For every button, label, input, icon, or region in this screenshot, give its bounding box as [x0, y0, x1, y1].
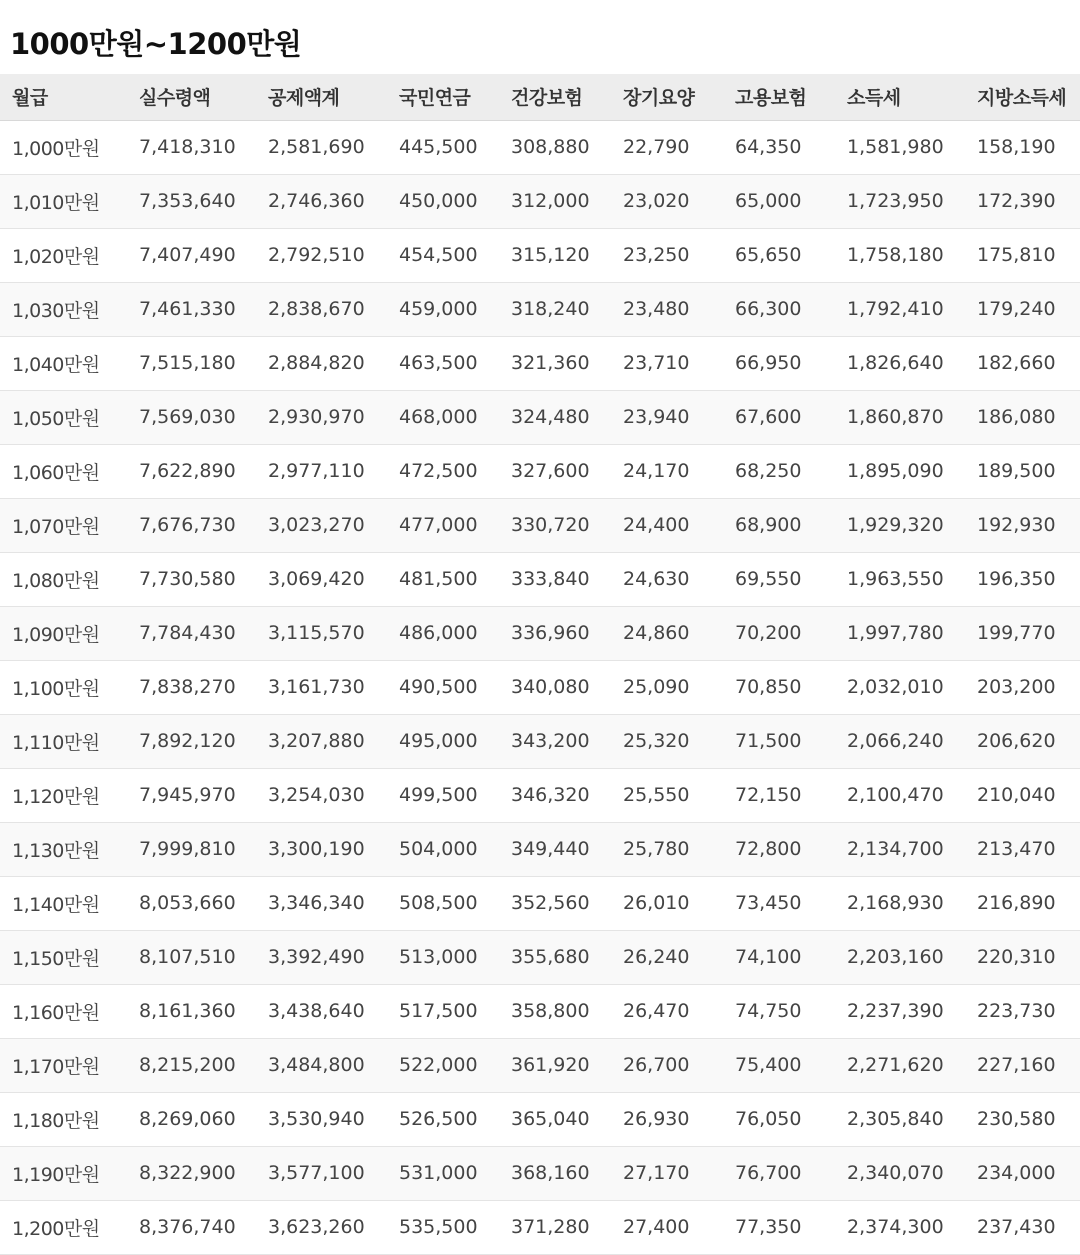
cell-income-tax: 2,237,390 — [835, 984, 965, 1038]
cell-net-pay: 8,215,200 — [127, 1038, 256, 1092]
cell-national-pension: 450,000 — [387, 174, 499, 228]
table-row — [0, 120, 1080, 174]
cell-health-insurance: 352,560 — [499, 876, 611, 930]
cell-income-tax: 2,168,930 — [835, 876, 965, 930]
cell-monthly-salary: 1,110만원 — [0, 714, 127, 768]
table-row — [0, 660, 1080, 714]
table-row — [0, 768, 1080, 822]
cell-health-insurance: 340,080 — [499, 660, 611, 714]
table-row — [0, 1038, 1080, 1092]
cell-long-term-care: 23,940 — [611, 390, 723, 444]
cell-local-income-tax: 196,350 — [965, 552, 1080, 606]
cell-income-tax: 2,340,070 — [835, 1146, 965, 1200]
table-row — [0, 228, 1080, 282]
cell-local-income-tax: 158,190 — [965, 120, 1080, 174]
cell-employment-insurance: 66,950 — [723, 336, 835, 390]
cell-long-term-care: 25,090 — [611, 660, 723, 714]
cell-net-pay: 8,161,360 — [127, 984, 256, 1038]
cell-monthly-salary: 1,170만원 — [0, 1038, 127, 1092]
cell-long-term-care: 25,550 — [611, 768, 723, 822]
cell-national-pension: 513,000 — [387, 930, 499, 984]
cell-local-income-tax: 223,730 — [965, 984, 1080, 1038]
cell-long-term-care: 26,470 — [611, 984, 723, 1038]
cell-employment-insurance: 68,900 — [723, 498, 835, 552]
cell-national-pension: 495,000 — [387, 714, 499, 768]
cell-local-income-tax: 227,160 — [965, 1038, 1080, 1092]
cell-health-insurance: 346,320 — [499, 768, 611, 822]
cell-total-deduction: 2,838,670 — [256, 282, 387, 336]
cell-total-deduction: 3,207,880 — [256, 714, 387, 768]
table-row — [0, 552, 1080, 606]
header-employment-insurance: 고용보험 — [723, 74, 835, 120]
cell-monthly-salary: 1,030만원 — [0, 282, 127, 336]
cell-health-insurance: 308,880 — [499, 120, 611, 174]
cell-national-pension: 490,500 — [387, 660, 499, 714]
cell-monthly-salary: 1,080만원 — [0, 552, 127, 606]
cell-local-income-tax: 182,660 — [965, 336, 1080, 390]
cell-health-insurance: 321,360 — [499, 336, 611, 390]
header-income-tax: 소득세 — [835, 74, 965, 120]
cell-national-pension: 508,500 — [387, 876, 499, 930]
cell-income-tax: 1,792,410 — [835, 282, 965, 336]
salary-table — [0, 74, 1080, 1255]
cell-income-tax: 1,895,090 — [835, 444, 965, 498]
cell-national-pension: 517,500 — [387, 984, 499, 1038]
cell-health-insurance: 349,440 — [499, 822, 611, 876]
cell-long-term-care: 27,400 — [611, 1200, 723, 1254]
cell-national-pension: 477,000 — [387, 498, 499, 552]
cell-total-deduction: 2,930,970 — [256, 390, 387, 444]
cell-local-income-tax: 199,770 — [965, 606, 1080, 660]
cell-net-pay: 7,407,490 — [127, 228, 256, 282]
cell-long-term-care: 24,630 — [611, 552, 723, 606]
cell-local-income-tax: 234,000 — [965, 1146, 1080, 1200]
cell-net-pay: 7,730,580 — [127, 552, 256, 606]
cell-total-deduction: 3,530,940 — [256, 1092, 387, 1146]
cell-health-insurance: 365,040 — [499, 1092, 611, 1146]
cell-long-term-care: 23,020 — [611, 174, 723, 228]
cell-monthly-salary: 1,100만원 — [0, 660, 127, 714]
cell-total-deduction: 3,161,730 — [256, 660, 387, 714]
cell-local-income-tax: 175,810 — [965, 228, 1080, 282]
cell-total-deduction: 3,300,190 — [256, 822, 387, 876]
cell-employment-insurance: 75,400 — [723, 1038, 835, 1092]
cell-net-pay: 7,353,640 — [127, 174, 256, 228]
cell-national-pension: 526,500 — [387, 1092, 499, 1146]
cell-income-tax: 2,374,300 — [835, 1200, 965, 1254]
cell-local-income-tax: 189,500 — [965, 444, 1080, 498]
cell-monthly-salary: 1,000만원 — [0, 120, 127, 174]
cell-monthly-salary: 1,160만원 — [0, 984, 127, 1038]
header-net-pay: 실수령액 — [127, 74, 256, 120]
cell-monthly-salary: 1,120만원 — [0, 768, 127, 822]
cell-employment-insurance: 72,800 — [723, 822, 835, 876]
cell-long-term-care: 23,250 — [611, 228, 723, 282]
cell-income-tax: 1,758,180 — [835, 228, 965, 282]
cell-monthly-salary: 1,010만원 — [0, 174, 127, 228]
cell-income-tax: 1,860,870 — [835, 390, 965, 444]
cell-health-insurance: 361,920 — [499, 1038, 611, 1092]
cell-local-income-tax: 172,390 — [965, 174, 1080, 228]
cell-local-income-tax: 210,040 — [965, 768, 1080, 822]
cell-monthly-salary: 1,070만원 — [0, 498, 127, 552]
cell-local-income-tax: 237,430 — [965, 1200, 1080, 1254]
cell-net-pay: 7,784,430 — [127, 606, 256, 660]
cell-long-term-care: 26,930 — [611, 1092, 723, 1146]
cell-net-pay: 7,838,270 — [127, 660, 256, 714]
table-row — [0, 390, 1080, 444]
table-row — [0, 444, 1080, 498]
table-row — [0, 1146, 1080, 1200]
cell-total-deduction: 3,577,100 — [256, 1146, 387, 1200]
table-row — [0, 822, 1080, 876]
cell-long-term-care: 22,790 — [611, 120, 723, 174]
cell-net-pay: 8,376,740 — [127, 1200, 256, 1254]
cell-employment-insurance: 65,650 — [723, 228, 835, 282]
cell-net-pay: 8,107,510 — [127, 930, 256, 984]
cell-employment-insurance: 77,350 — [723, 1200, 835, 1254]
cell-employment-insurance: 64,350 — [723, 120, 835, 174]
cell-net-pay: 7,676,730 — [127, 498, 256, 552]
cell-monthly-salary: 1,180만원 — [0, 1092, 127, 1146]
cell-total-deduction: 3,115,570 — [256, 606, 387, 660]
cell-local-income-tax: 216,890 — [965, 876, 1080, 930]
cell-total-deduction: 3,069,420 — [256, 552, 387, 606]
cell-income-tax: 2,134,700 — [835, 822, 965, 876]
cell-net-pay: 7,999,810 — [127, 822, 256, 876]
table-row — [0, 282, 1080, 336]
cell-health-insurance: 368,160 — [499, 1146, 611, 1200]
page-title: 1000만원~1200만원 — [10, 27, 302, 61]
table-row — [0, 606, 1080, 660]
header-monthly-salary: 월급 — [0, 74, 127, 120]
cell-national-pension: 472,500 — [387, 444, 499, 498]
cell-total-deduction: 3,023,270 — [256, 498, 387, 552]
cell-employment-insurance: 65,000 — [723, 174, 835, 228]
cell-income-tax: 2,305,840 — [835, 1092, 965, 1146]
cell-employment-insurance: 76,700 — [723, 1146, 835, 1200]
cell-employment-insurance: 72,150 — [723, 768, 835, 822]
cell-national-pension: 468,000 — [387, 390, 499, 444]
cell-income-tax: 1,963,550 — [835, 552, 965, 606]
table-row — [0, 930, 1080, 984]
cell-net-pay: 8,269,060 — [127, 1092, 256, 1146]
table-body — [0, 120, 1080, 1254]
table-row — [0, 336, 1080, 390]
cell-total-deduction: 3,484,800 — [256, 1038, 387, 1092]
cell-total-deduction: 3,392,490 — [256, 930, 387, 984]
table-row — [0, 1092, 1080, 1146]
cell-employment-insurance: 67,600 — [723, 390, 835, 444]
cell-monthly-salary: 1,200만원 — [0, 1200, 127, 1254]
cell-long-term-care: 25,320 — [611, 714, 723, 768]
cell-income-tax: 1,581,980 — [835, 120, 965, 174]
cell-long-term-care: 24,170 — [611, 444, 723, 498]
header-total-deduction: 공제액계 — [256, 74, 387, 120]
cell-employment-insurance: 69,550 — [723, 552, 835, 606]
cell-local-income-tax: 230,580 — [965, 1092, 1080, 1146]
cell-total-deduction: 2,746,360 — [256, 174, 387, 228]
cell-employment-insurance: 73,450 — [723, 876, 835, 930]
cell-monthly-salary: 1,150만원 — [0, 930, 127, 984]
cell-income-tax: 1,997,780 — [835, 606, 965, 660]
table-row — [0, 1200, 1080, 1254]
cell-local-income-tax: 220,310 — [965, 930, 1080, 984]
cell-total-deduction: 3,438,640 — [256, 984, 387, 1038]
cell-long-term-care: 24,400 — [611, 498, 723, 552]
cell-long-term-care: 25,780 — [611, 822, 723, 876]
cell-long-term-care: 24,860 — [611, 606, 723, 660]
cell-employment-insurance: 70,200 — [723, 606, 835, 660]
cell-national-pension: 459,000 — [387, 282, 499, 336]
cell-total-deduction: 3,254,030 — [256, 768, 387, 822]
cell-national-pension: 454,500 — [387, 228, 499, 282]
table-row — [0, 498, 1080, 552]
cell-employment-insurance: 71,500 — [723, 714, 835, 768]
cell-health-insurance: 318,240 — [499, 282, 611, 336]
cell-national-pension: 535,500 — [387, 1200, 499, 1254]
cell-local-income-tax: 203,200 — [965, 660, 1080, 714]
table-header — [0, 74, 1080, 120]
header-long-term-care: 장기요양 — [611, 74, 723, 120]
table-row — [0, 714, 1080, 768]
cell-net-pay: 7,945,970 — [127, 768, 256, 822]
cell-net-pay: 7,418,310 — [127, 120, 256, 174]
cell-long-term-care: 26,010 — [611, 876, 723, 930]
cell-long-term-care: 26,700 — [611, 1038, 723, 1092]
cell-income-tax: 1,826,640 — [835, 336, 965, 390]
cell-national-pension: 499,500 — [387, 768, 499, 822]
cell-local-income-tax: 206,620 — [965, 714, 1080, 768]
cell-long-term-care: 23,710 — [611, 336, 723, 390]
table-row — [0, 174, 1080, 228]
cell-monthly-salary: 1,190만원 — [0, 1146, 127, 1200]
cell-employment-insurance: 74,750 — [723, 984, 835, 1038]
cell-net-pay: 8,053,660 — [127, 876, 256, 930]
cell-national-pension: 531,000 — [387, 1146, 499, 1200]
cell-income-tax: 2,100,470 — [835, 768, 965, 822]
cell-net-pay: 7,892,120 — [127, 714, 256, 768]
cell-local-income-tax: 213,470 — [965, 822, 1080, 876]
cell-income-tax: 1,929,320 — [835, 498, 965, 552]
cell-long-term-care: 27,170 — [611, 1146, 723, 1200]
cell-total-deduction: 3,623,260 — [256, 1200, 387, 1254]
cell-monthly-salary: 1,140만원 — [0, 876, 127, 930]
cell-income-tax: 2,271,620 — [835, 1038, 965, 1092]
cell-total-deduction: 2,581,690 — [256, 120, 387, 174]
cell-health-insurance: 358,800 — [499, 984, 611, 1038]
cell-long-term-care: 23,480 — [611, 282, 723, 336]
header-health-insurance: 건강보험 — [499, 74, 611, 120]
cell-health-insurance: 330,720 — [499, 498, 611, 552]
cell-national-pension: 445,500 — [387, 120, 499, 174]
cell-health-insurance: 333,840 — [499, 552, 611, 606]
cell-national-pension: 504,000 — [387, 822, 499, 876]
cell-net-pay: 7,569,030 — [127, 390, 256, 444]
cell-monthly-salary: 1,050만원 — [0, 390, 127, 444]
cell-net-pay: 7,515,180 — [127, 336, 256, 390]
cell-local-income-tax: 186,080 — [965, 390, 1080, 444]
cell-local-income-tax: 192,930 — [965, 498, 1080, 552]
cell-employment-insurance: 66,300 — [723, 282, 835, 336]
cell-national-pension: 463,500 — [387, 336, 499, 390]
cell-health-insurance: 315,120 — [499, 228, 611, 282]
cell-health-insurance: 343,200 — [499, 714, 611, 768]
table-row — [0, 876, 1080, 930]
cell-monthly-salary: 1,020만원 — [0, 228, 127, 282]
cell-income-tax: 2,066,240 — [835, 714, 965, 768]
cell-health-insurance: 371,280 — [499, 1200, 611, 1254]
cell-health-insurance: 355,680 — [499, 930, 611, 984]
cell-employment-insurance: 76,050 — [723, 1092, 835, 1146]
cell-monthly-salary: 1,060만원 — [0, 444, 127, 498]
cell-total-deduction: 2,977,110 — [256, 444, 387, 498]
table-row — [0, 984, 1080, 1038]
cell-monthly-salary: 1,040만원 — [0, 336, 127, 390]
header-national-pension: 국민연금 — [387, 74, 499, 120]
cell-national-pension: 481,500 — [387, 552, 499, 606]
cell-income-tax: 2,203,160 — [835, 930, 965, 984]
cell-total-deduction: 2,884,820 — [256, 336, 387, 390]
cell-income-tax: 1,723,950 — [835, 174, 965, 228]
cell-national-pension: 522,000 — [387, 1038, 499, 1092]
cell-employment-insurance: 70,850 — [723, 660, 835, 714]
header-local-income-tax: 지방소득세 — [965, 74, 1080, 120]
cell-local-income-tax: 179,240 — [965, 282, 1080, 336]
cell-employment-insurance: 68,250 — [723, 444, 835, 498]
cell-monthly-salary: 1,130만원 — [0, 822, 127, 876]
cell-health-insurance: 312,000 — [499, 174, 611, 228]
cell-net-pay: 8,322,900 — [127, 1146, 256, 1200]
cell-income-tax: 2,032,010 — [835, 660, 965, 714]
table-header-row — [0, 74, 1080, 120]
cell-net-pay: 7,622,890 — [127, 444, 256, 498]
cell-long-term-care: 26,240 — [611, 930, 723, 984]
cell-total-deduction: 2,792,510 — [256, 228, 387, 282]
cell-health-insurance: 327,600 — [499, 444, 611, 498]
cell-total-deduction: 3,346,340 — [256, 876, 387, 930]
cell-health-insurance: 336,960 — [499, 606, 611, 660]
cell-net-pay: 7,461,330 — [127, 282, 256, 336]
cell-monthly-salary: 1,090만원 — [0, 606, 127, 660]
cell-health-insurance: 324,480 — [499, 390, 611, 444]
cell-national-pension: 486,000 — [387, 606, 499, 660]
cell-employment-insurance: 74,100 — [723, 930, 835, 984]
